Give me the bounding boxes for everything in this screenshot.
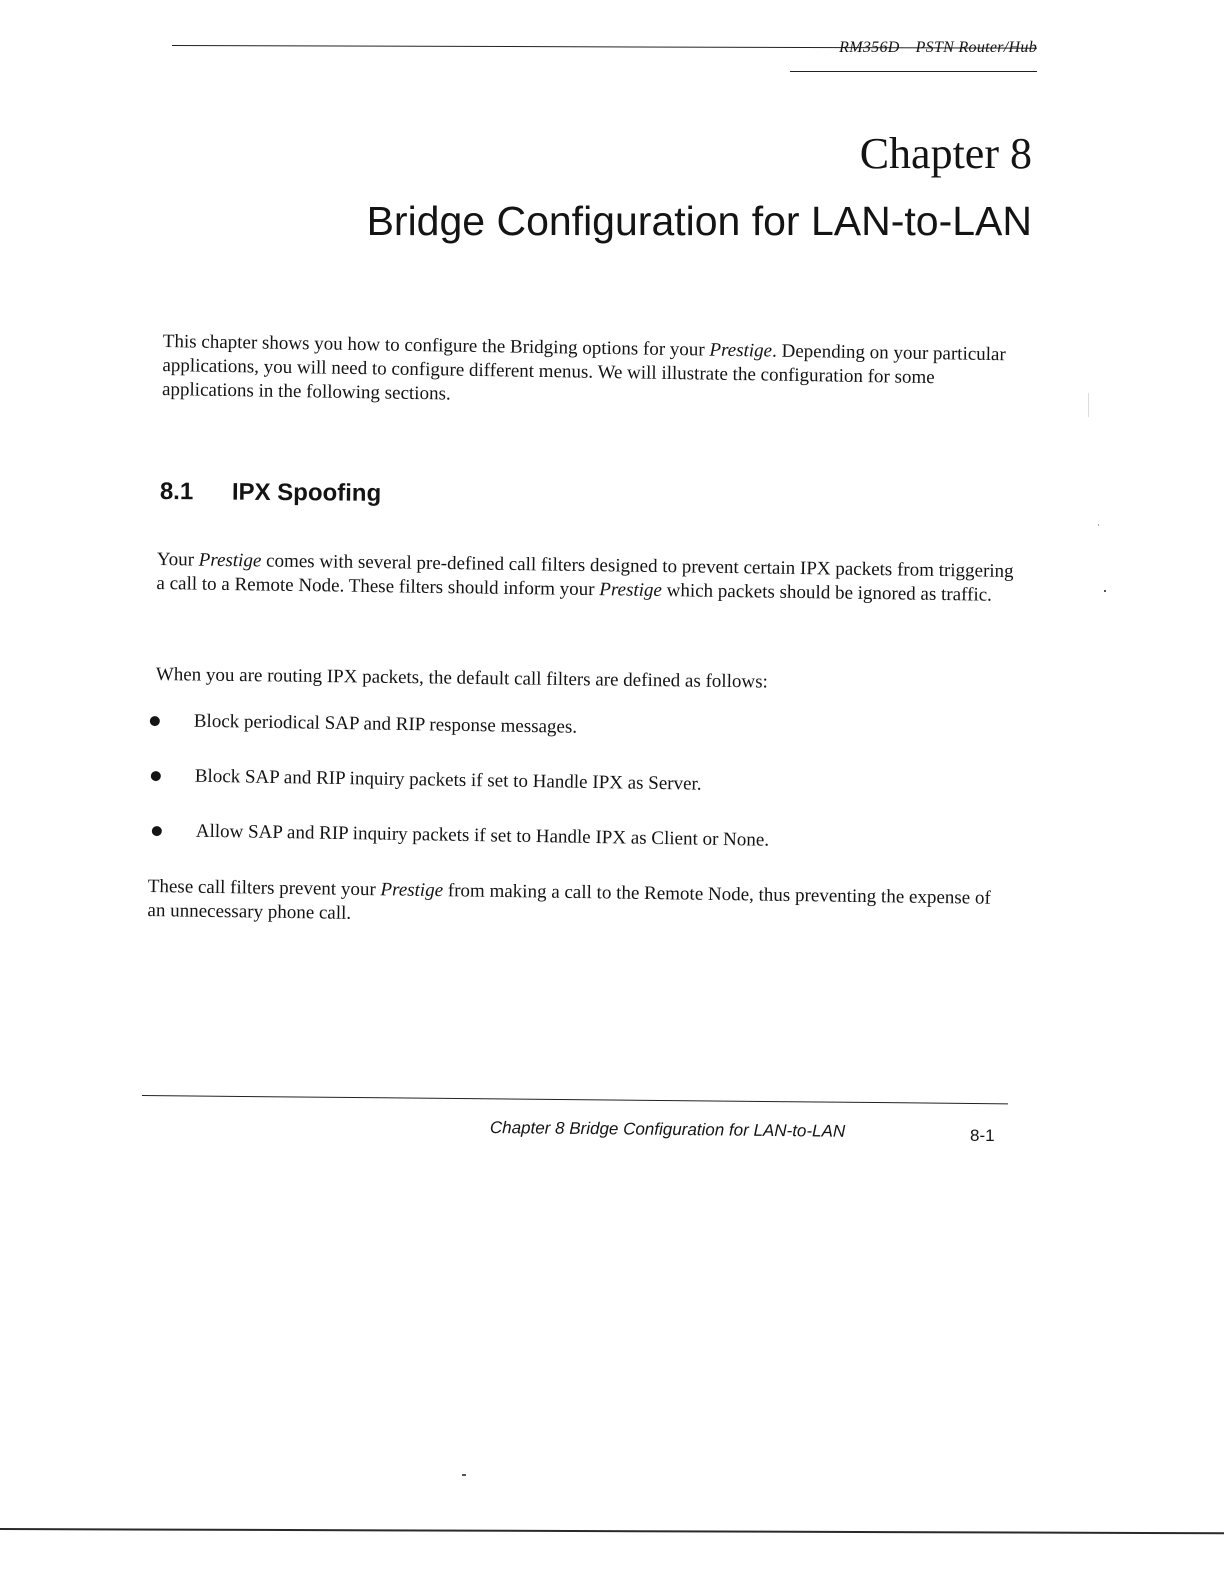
chapter-label: Chapter 8	[859, 129, 1032, 178]
ipx-paragraph-2: When you are routing IPX packets, the default call filters are defined as follows:	[155, 663, 768, 693]
ipx-p1-text-2: which packets should be ignored as traffic.	[661, 580, 993, 606]
bullet-icon	[150, 716, 160, 726]
ipx-p1-lead: Your	[156, 548, 199, 571]
scan-speck	[1088, 393, 1089, 417]
list-item	[152, 820, 770, 852]
section-heading	[160, 478, 382, 508]
running-header	[720, 39, 1037, 57]
header-product: PSTN Router/Hub	[915, 39, 1037, 56]
section-title: IPX Spoofing	[231, 478, 382, 507]
list-item-text: Allow SAP and RIP inquiry packets if set to Handle IPX as Client or None.	[195, 820, 770, 851]
chapter-title: Bridge Configuration for LAN-to-LAN	[366, 198, 1032, 244]
section-number: 8.1	[159, 478, 194, 506]
list-item	[150, 710, 578, 739]
scan-speck	[1098, 524, 1099, 526]
intro-text-1: This chapter shows you how to configure the Bridging options for your	[162, 330, 710, 361]
intro-product-name: Prestige	[709, 339, 773, 362]
ipx-p1-text-1: comes with several pre-defined call filters designed to prevent certain IPX packets from triggering a call to a Remote Node. These filters should inform your	[156, 550, 1014, 601]
scan-speck	[462, 1474, 466, 1476]
footer-page-number: 8-1	[970, 1126, 995, 1145]
ipx-p3-product-name: Prestige	[380, 879, 444, 902]
header-model: RM356D	[839, 39, 900, 56]
intro-text-2: . Depending on your particular applications, you will need to configure different menus. We will illustrate the configuration for some applications in the following sections.	[161, 340, 1006, 405]
header-rule-underline	[790, 71, 1037, 72]
footer-chapter-title: Chapter 8 Bridge Configuration for LAN-to-LAN	[489, 1118, 846, 1141]
bullet-icon	[151, 771, 161, 781]
list-item-text: Block SAP and RIP inquiry packets if set to Handle IPX as Server.	[194, 765, 702, 795]
ipx-p3-rest: from making a call to the Remote Node, thus preventing the expense of an unnecessary phone call.	[147, 880, 991, 924]
ipx-p1-product-name-2: Prestige	[599, 579, 663, 602]
list-item-text: Block periodical SAP and RIP response messages.	[193, 710, 578, 738]
ipx-p3-lead: These call filters prevent your	[147, 875, 381, 901]
footer-rule	[142, 1095, 1008, 1104]
bullet-icon	[152, 826, 162, 836]
list-item	[151, 765, 702, 796]
scan-edge-line	[0, 1528, 1224, 1534]
ipx-p1-product-name: Prestige	[198, 549, 262, 572]
ipx-paragraph-3	[147, 875, 1008, 935]
ipx-paragraph-1	[156, 548, 1017, 608]
intro-paragraph	[162, 330, 1013, 415]
scan-speck	[1104, 590, 1106, 592]
